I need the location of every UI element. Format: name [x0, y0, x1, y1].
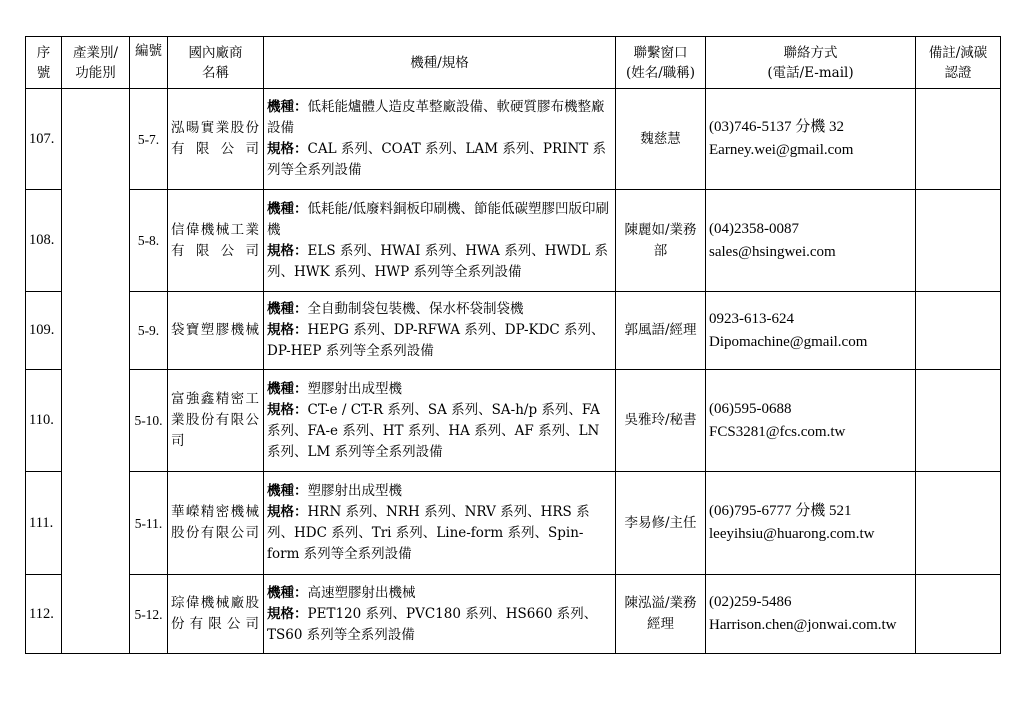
header-note: 備註/減碳 認證	[916, 37, 1001, 89]
company-cell: 信偉機械工業有限公司	[168, 190, 264, 292]
header-window: 聯繫窗口 (姓名/職稱)	[616, 37, 706, 89]
seq-cell: 109.	[26, 292, 62, 370]
seq-cell: 108.	[26, 190, 62, 292]
company-cell: 泓暘實業股份有限公司	[168, 89, 264, 190]
spec-cell: 機種：低耗能/低廢料銅板印刷機、節能低碳塑膠凹版印刷機 規格：ELS 系列、HWAI 系列、HWA 系列、HWDL 系列、HWK 系列、HWP 系列等全系列設備	[264, 190, 616, 292]
note-cell	[916, 190, 1001, 292]
industry-cell	[62, 89, 130, 654]
seq-cell: 110.	[26, 370, 62, 472]
contact-cell: (06)795-6777 分機 521 leeyihsiu@huarong.com.tw	[706, 472, 916, 575]
spec-cell: 機種：塑膠射出成型機 規格：CT-e / CT-R 系列、SA 系列、SA-h/p 系列、FA 系列、FA-e 系列、HT 系列、HA 系列、AF 系列、LN 系列、LM 系列等全系列設備	[264, 370, 616, 472]
table-row	[26, 292, 1001, 370]
code-cell: 5-11.	[130, 472, 168, 575]
person-cell: 李易修/主任	[616, 472, 706, 575]
table-row	[26, 89, 1001, 190]
spec-cell: 機種：全自動制袋包裝機、保水杯袋制袋機 規格：HEPG 系列、DP-RFWA 系列、DP-KDC 系列、DP-HEP 系列等全系列設備	[264, 292, 616, 370]
table-row	[26, 472, 1001, 575]
note-cell	[916, 89, 1001, 190]
note-cell	[916, 472, 1001, 575]
header-code: 編號	[130, 37, 168, 89]
code-cell: 5-10.	[130, 370, 168, 472]
person-cell: 陳麗如/業務部	[616, 190, 706, 292]
person-cell: 魏慈慧	[616, 89, 706, 190]
header-contact: 聯絡方式 (電話/E-mail)	[706, 37, 916, 89]
header-spec: 機種/規格	[264, 37, 616, 89]
table-row	[26, 370, 1001, 472]
seq-cell: 111.	[26, 472, 62, 575]
spec-cell: 機種：低耗能爐體人造皮革整廠設備、軟硬質膠布機整廠設備 規格：CAL 系列、COAT 系列、LAM 系列、PRINT 系列等全系列設備	[264, 89, 616, 190]
seq-cell: 107.	[26, 89, 62, 190]
note-cell	[916, 292, 1001, 370]
table-row	[26, 575, 1001, 654]
contact-cell: (03)746-5137 分機 32 Earney.wei@gmail.com	[706, 89, 916, 190]
code-cell: 5-8.	[130, 190, 168, 292]
company-cell: 琮偉機械廠股份有限公司	[168, 575, 264, 654]
company-cell: 華嶸精密機械股份有限公司	[168, 472, 264, 575]
note-cell	[916, 370, 1001, 472]
contact-cell: (04)2358-0087 sales@hsingwei.com	[706, 190, 916, 292]
header-company: 國內廠商 名稱	[168, 37, 264, 89]
code-cell: 5-12.	[130, 575, 168, 654]
contact-cell: (06)595-0688 FCS3281@fcs.com.tw	[706, 370, 916, 472]
spec-cell: 機種：塑膠射出成型機 規格：HRN 系列、NRH 系列、NRV 系列、HRS 系列、HDC 系列、Tri 系列、Line-form 系列、Spin-form 系列等全系列設備	[264, 472, 616, 575]
code-cell: 5-9.	[130, 292, 168, 370]
header-row	[26, 37, 1001, 89]
header-seq: 序 號	[26, 37, 62, 89]
person-cell: 吳雅玲/秘書	[616, 370, 706, 472]
seq-cell: 112.	[26, 575, 62, 654]
note-cell	[916, 575, 1001, 654]
person-cell: 郭風語/經理	[616, 292, 706, 370]
header-industry: 產業別/ 功能別	[62, 37, 130, 89]
spec-cell: 機種：高速塑膠射出機械 規格：PET120 系列、PVC180 系列、HS660 系列、TS60 系列等全系列設備	[264, 575, 616, 654]
table-row	[26, 190, 1001, 292]
contact-cell: (02)259-5486 Harrison.chen@jonwai.com.tw	[706, 575, 916, 654]
code-cell: 5-7.	[130, 89, 168, 190]
company-cell: 袋寶塑膠機械	[168, 292, 264, 370]
vendor-table	[25, 36, 1001, 654]
company-cell: 富強鑫精密工業股份有限公司	[168, 370, 264, 472]
person-cell: 陳泓溢/業務經理	[616, 575, 706, 654]
contact-cell: 0923-613-624 Dipomachine@gmail.com	[706, 292, 916, 370]
